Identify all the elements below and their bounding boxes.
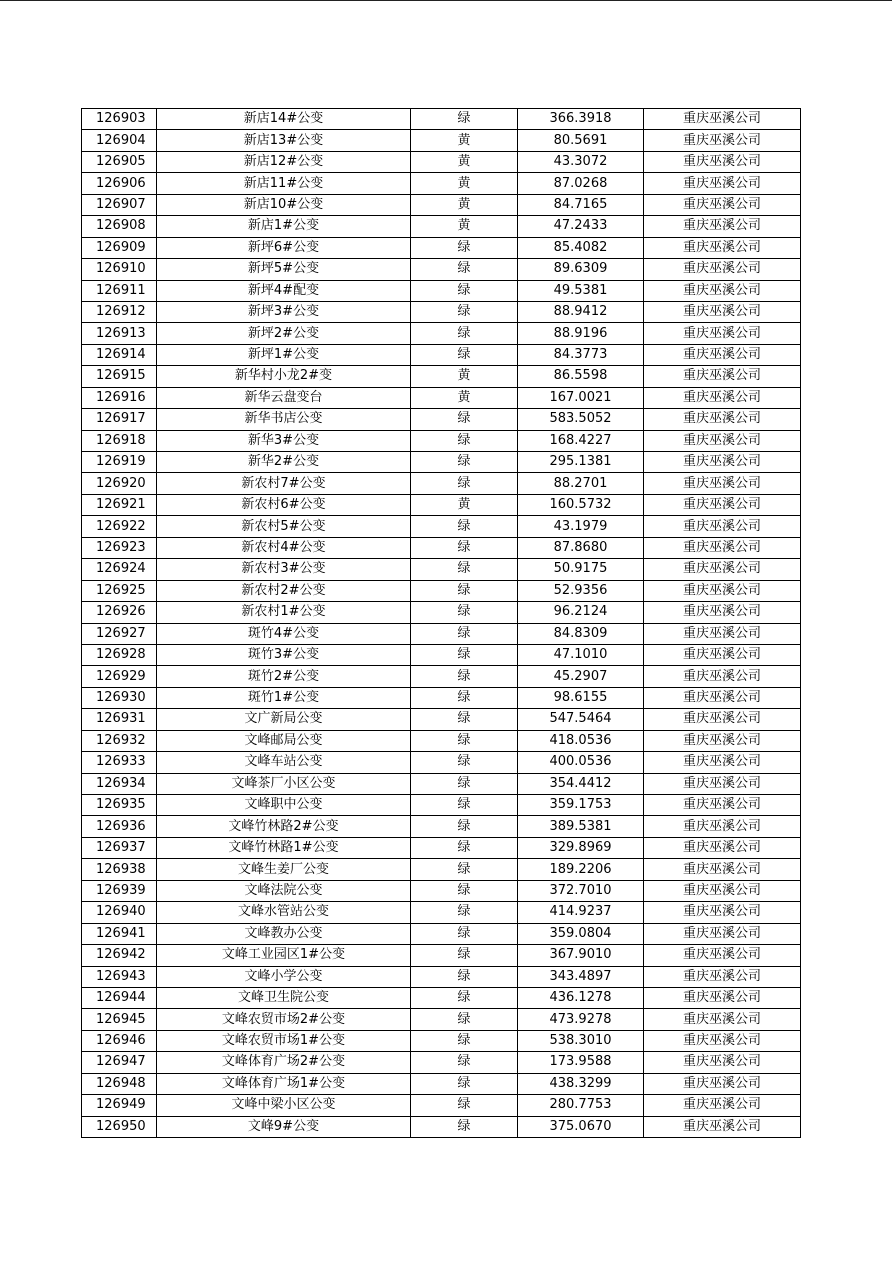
status-color-cell: 绿 [411,1009,518,1030]
transformer-name-cell: 文峰卫生院公变 [157,987,411,1008]
company-cell: 重庆巫溪公司 [644,173,801,194]
table-row [82,280,801,301]
table-row [82,837,801,858]
table-row [82,1116,801,1137]
status-color-cell: 绿 [411,580,518,601]
row-id-cell: 126904 [82,130,157,151]
transformer-name-cell: 新坪1#公变 [157,344,411,365]
table-row [82,344,801,365]
transformer-name-cell: 文峰竹林路2#公变 [157,816,411,837]
table-row [82,1009,801,1030]
status-color-cell: 绿 [411,1116,518,1137]
value-cell: 80.5691 [518,130,644,151]
status-color-cell: 绿 [411,323,518,344]
row-id-cell: 126909 [82,237,157,258]
value-cell: 43.3072 [518,151,644,172]
transformer-name-cell: 斑竹1#公变 [157,687,411,708]
transformer-name-cell: 新店11#公变 [157,173,411,194]
row-id-cell: 126946 [82,1030,157,1051]
company-cell: 重庆巫溪公司 [644,387,801,408]
value-cell: 49.5381 [518,280,644,301]
status-color-cell: 绿 [411,430,518,451]
company-cell: 重庆巫溪公司 [644,644,801,665]
company-cell: 重庆巫溪公司 [644,752,801,773]
company-cell: 重庆巫溪公司 [644,987,801,1008]
value-cell: 47.2433 [518,216,644,237]
value-cell: 52.9356 [518,580,644,601]
table-row [82,130,801,151]
status-color-cell: 绿 [411,945,518,966]
transformer-name-cell: 文峰车站公变 [157,752,411,773]
row-id-cell: 126932 [82,730,157,751]
company-cell: 重庆巫溪公司 [644,323,801,344]
value-cell: 85.4082 [518,237,644,258]
status-color-cell: 绿 [411,880,518,901]
value-cell: 389.5381 [518,816,644,837]
table-body [82,109,801,1138]
value-cell: 295.1381 [518,452,644,473]
row-id-cell: 126915 [82,366,157,387]
value-cell: 359.0804 [518,923,644,944]
row-id-cell: 126906 [82,173,157,194]
table-row [82,687,801,708]
transformer-name-cell: 新华3#公变 [157,430,411,451]
company-cell: 重庆巫溪公司 [644,837,801,858]
transformer-name-cell: 新农村5#公变 [157,516,411,537]
company-cell: 重庆巫溪公司 [644,687,801,708]
table-row [82,452,801,473]
transformer-name-cell: 文峰9#公变 [157,1116,411,1137]
status-color-cell: 绿 [411,109,518,130]
status-color-cell: 黄 [411,494,518,515]
row-id-cell: 126916 [82,387,157,408]
status-color-cell: 绿 [411,816,518,837]
table-row [82,409,801,430]
table-row [82,666,801,687]
row-id-cell: 126928 [82,644,157,665]
row-id-cell: 126917 [82,409,157,430]
transformer-name-cell: 文峰茶厂小区公变 [157,773,411,794]
table-row [82,987,801,1008]
status-color-cell: 绿 [411,1095,518,1116]
transformer-name-cell: 新农村3#公变 [157,559,411,580]
company-cell: 重庆巫溪公司 [644,966,801,987]
status-color-cell: 绿 [411,259,518,280]
value-cell: 414.9237 [518,902,644,923]
status-color-cell: 绿 [411,795,518,816]
transformer-name-cell: 新农村2#公变 [157,580,411,601]
table-row [82,1030,801,1051]
table-row [82,430,801,451]
company-cell: 重庆巫溪公司 [644,537,801,558]
transformer-name-cell: 新坪3#公变 [157,301,411,322]
status-color-cell: 绿 [411,752,518,773]
table-row [82,730,801,751]
company-cell: 重庆巫溪公司 [644,130,801,151]
row-id-cell: 126905 [82,151,157,172]
transformer-name-cell: 新坪6#公变 [157,237,411,258]
table-row [82,945,801,966]
status-color-cell: 绿 [411,859,518,880]
status-color-cell: 绿 [411,409,518,430]
transformer-name-cell: 新华云盘变台 [157,387,411,408]
table-row [82,387,801,408]
value-cell: 89.6309 [518,259,644,280]
value-cell: 84.8309 [518,623,644,644]
company-cell: 重庆巫溪公司 [644,1116,801,1137]
company-cell: 重庆巫溪公司 [644,473,801,494]
company-cell: 重庆巫溪公司 [644,623,801,644]
table-row [82,580,801,601]
row-id-cell: 126950 [82,1116,157,1137]
company-cell: 重庆巫溪公司 [644,730,801,751]
company-cell: 重庆巫溪公司 [644,580,801,601]
transformer-name-cell: 文峰小学公变 [157,966,411,987]
transformer-name-cell: 新农村1#公变 [157,602,411,623]
row-id-cell: 126947 [82,1052,157,1073]
value-cell: 400.0536 [518,752,644,773]
transformer-name-cell: 文峰法院公变 [157,880,411,901]
transformer-name-cell: 文峰职中公变 [157,795,411,816]
transformer-table [81,108,801,1138]
transformer-name-cell: 文峰水管站公变 [157,902,411,923]
table-row [82,151,801,172]
table-row [82,259,801,280]
value-cell: 473.9278 [518,1009,644,1030]
table-row [82,537,801,558]
status-color-cell: 绿 [411,344,518,365]
row-id-cell: 126929 [82,666,157,687]
value-cell: 343.4897 [518,966,644,987]
row-id-cell: 126926 [82,602,157,623]
status-color-cell: 绿 [411,602,518,623]
table-row [82,859,801,880]
transformer-name-cell: 新店12#公变 [157,151,411,172]
table-row [82,194,801,215]
status-color-cell: 黄 [411,130,518,151]
value-cell: 367.9010 [518,945,644,966]
value-cell: 47.1010 [518,644,644,665]
company-cell: 重庆巫溪公司 [644,344,801,365]
table-row [82,923,801,944]
row-id-cell: 126911 [82,280,157,301]
transformer-name-cell: 文峰农贸市场2#公变 [157,1009,411,1030]
transformer-name-cell: 斑竹3#公变 [157,644,411,665]
value-cell: 366.3918 [518,109,644,130]
status-color-cell: 绿 [411,237,518,258]
status-color-cell: 绿 [411,666,518,687]
table-row [82,109,801,130]
value-cell: 189.2206 [518,859,644,880]
status-color-cell: 绿 [411,280,518,301]
transformer-name-cell: 文峰生姜厂公变 [157,859,411,880]
value-cell: 96.2124 [518,602,644,623]
status-color-cell: 黄 [411,151,518,172]
status-color-cell: 绿 [411,837,518,858]
company-cell: 重庆巫溪公司 [644,902,801,923]
transformer-name-cell: 新华村小龙2#变 [157,366,411,387]
transformer-name-cell: 新店10#公变 [157,194,411,215]
row-id-cell: 126921 [82,494,157,515]
table-row [82,1052,801,1073]
transformer-name-cell: 文峰竹林路1#公变 [157,837,411,858]
company-cell: 重庆巫溪公司 [644,559,801,580]
row-id-cell: 126943 [82,966,157,987]
row-id-cell: 126940 [82,902,157,923]
transformer-name-cell: 新店1#公变 [157,216,411,237]
table-row [82,709,801,730]
transformer-name-cell: 斑竹4#公变 [157,623,411,644]
status-color-cell: 黄 [411,216,518,237]
row-id-cell: 126939 [82,880,157,901]
transformer-name-cell: 新农村4#公变 [157,537,411,558]
row-id-cell: 126942 [82,945,157,966]
value-cell: 167.0021 [518,387,644,408]
row-id-cell: 126944 [82,987,157,1008]
status-color-cell: 黄 [411,173,518,194]
row-id-cell: 126948 [82,1073,157,1094]
row-id-cell: 126933 [82,752,157,773]
transformer-name-cell: 文峰邮局公变 [157,730,411,751]
value-cell: 418.0536 [518,730,644,751]
value-cell: 43.1979 [518,516,644,537]
company-cell: 重庆巫溪公司 [644,216,801,237]
row-id-cell: 126934 [82,773,157,794]
status-color-cell: 黄 [411,366,518,387]
table-row [82,795,801,816]
status-color-cell: 绿 [411,644,518,665]
value-cell: 375.0670 [518,1116,644,1137]
company-cell: 重庆巫溪公司 [644,709,801,730]
transformer-name-cell: 文峰中梁小区公变 [157,1095,411,1116]
value-cell: 168.4227 [518,430,644,451]
row-id-cell: 126903 [82,109,157,130]
company-cell: 重庆巫溪公司 [644,409,801,430]
company-cell: 重庆巫溪公司 [644,859,801,880]
company-cell: 重庆巫溪公司 [644,880,801,901]
company-cell: 重庆巫溪公司 [644,452,801,473]
value-cell: 280.7753 [518,1095,644,1116]
table-row [82,1095,801,1116]
table-row [82,173,801,194]
value-cell: 547.5464 [518,709,644,730]
table-row [82,237,801,258]
table-row [82,216,801,237]
company-cell: 重庆巫溪公司 [644,237,801,258]
company-cell: 重庆巫溪公司 [644,259,801,280]
company-cell: 重庆巫溪公司 [644,923,801,944]
page-top-border [0,0,892,1]
value-cell: 45.2907 [518,666,644,687]
company-cell: 重庆巫溪公司 [644,366,801,387]
status-color-cell: 绿 [411,923,518,944]
row-id-cell: 126941 [82,923,157,944]
status-color-cell: 绿 [411,1052,518,1073]
row-id-cell: 126924 [82,559,157,580]
transformer-name-cell: 新农村7#公变 [157,473,411,494]
company-cell: 重庆巫溪公司 [644,301,801,322]
company-cell: 重庆巫溪公司 [644,194,801,215]
value-cell: 160.5732 [518,494,644,515]
value-cell: 86.5598 [518,366,644,387]
status-color-cell: 绿 [411,730,518,751]
company-cell: 重庆巫溪公司 [644,280,801,301]
status-color-cell: 绿 [411,559,518,580]
value-cell: 354.4412 [518,773,644,794]
transformer-name-cell: 新坪5#公变 [157,259,411,280]
transformer-name-cell: 新坪4#配变 [157,280,411,301]
table-row [82,559,801,580]
value-cell: 87.0268 [518,173,644,194]
table-row [82,816,801,837]
row-id-cell: 126907 [82,194,157,215]
company-cell: 重庆巫溪公司 [644,1030,801,1051]
table-row [82,494,801,515]
transformer-name-cell: 文峰教办公变 [157,923,411,944]
row-id-cell: 126918 [82,430,157,451]
company-cell: 重庆巫溪公司 [644,945,801,966]
value-cell: 173.9588 [518,1052,644,1073]
row-id-cell: 126920 [82,473,157,494]
status-color-cell: 绿 [411,452,518,473]
value-cell: 84.7165 [518,194,644,215]
transformer-name-cell: 新店14#公变 [157,109,411,130]
status-color-cell: 绿 [411,1073,518,1094]
value-cell: 50.9175 [518,559,644,580]
company-cell: 重庆巫溪公司 [644,1095,801,1116]
value-cell: 87.8680 [518,537,644,558]
value-cell: 88.9196 [518,323,644,344]
company-cell: 重庆巫溪公司 [644,151,801,172]
company-cell: 重庆巫溪公司 [644,666,801,687]
status-color-cell: 绿 [411,773,518,794]
row-id-cell: 126912 [82,301,157,322]
table-row [82,301,801,322]
transformer-name-cell: 新店13#公变 [157,130,411,151]
value-cell: 88.2701 [518,473,644,494]
table-row [82,366,801,387]
company-cell: 重庆巫溪公司 [644,773,801,794]
transformer-name-cell: 文广新局公变 [157,709,411,730]
transformer-name-cell: 文峰体育广场2#公变 [157,1052,411,1073]
row-id-cell: 126949 [82,1095,157,1116]
company-cell: 重庆巫溪公司 [644,816,801,837]
value-cell: 359.1753 [518,795,644,816]
table-row [82,1073,801,1094]
row-id-cell: 126930 [82,687,157,708]
value-cell: 98.6155 [518,687,644,708]
transformer-name-cell: 新坪2#公变 [157,323,411,344]
company-cell: 重庆巫溪公司 [644,795,801,816]
status-color-cell: 绿 [411,687,518,708]
status-color-cell: 绿 [411,987,518,1008]
table-row [82,516,801,537]
row-id-cell: 126931 [82,709,157,730]
status-color-cell: 绿 [411,1030,518,1051]
company-cell: 重庆巫溪公司 [644,1009,801,1030]
transformer-name-cell: 文峰体育广场1#公变 [157,1073,411,1094]
status-color-cell: 绿 [411,709,518,730]
table-row [82,623,801,644]
table-row [82,473,801,494]
value-cell: 438.3299 [518,1073,644,1094]
row-id-cell: 126938 [82,859,157,880]
transformer-name-cell: 文峰工业园区1#公变 [157,945,411,966]
value-cell: 372.7010 [518,880,644,901]
table-row [82,644,801,665]
row-id-cell: 126922 [82,516,157,537]
row-id-cell: 126935 [82,795,157,816]
company-cell: 重庆巫溪公司 [644,1052,801,1073]
row-id-cell: 126936 [82,816,157,837]
value-cell: 329.8969 [518,837,644,858]
company-cell: 重庆巫溪公司 [644,109,801,130]
row-id-cell: 126925 [82,580,157,601]
status-color-cell: 绿 [411,623,518,644]
company-cell: 重庆巫溪公司 [644,1073,801,1094]
row-id-cell: 126908 [82,216,157,237]
transformer-name-cell: 文峰农贸市场1#公变 [157,1030,411,1051]
transformer-name-cell: 新农村6#公变 [157,494,411,515]
row-id-cell: 126937 [82,837,157,858]
value-cell: 538.3010 [518,1030,644,1051]
status-color-cell: 绿 [411,473,518,494]
status-color-cell: 绿 [411,516,518,537]
company-cell: 重庆巫溪公司 [644,516,801,537]
row-id-cell: 126910 [82,259,157,280]
value-cell: 436.1278 [518,987,644,1008]
status-color-cell: 绿 [411,966,518,987]
transformer-name-cell: 新华2#公变 [157,452,411,473]
table-row [82,902,801,923]
table-row [82,323,801,344]
status-color-cell: 绿 [411,301,518,322]
transformer-name-cell: 斑竹2#公变 [157,666,411,687]
row-id-cell: 126945 [82,1009,157,1030]
row-id-cell: 126927 [82,623,157,644]
company-cell: 重庆巫溪公司 [644,494,801,515]
status-color-cell: 黄 [411,194,518,215]
company-cell: 重庆巫溪公司 [644,602,801,623]
value-cell: 84.3773 [518,344,644,365]
table-row [82,773,801,794]
table-row [82,880,801,901]
status-color-cell: 黄 [411,387,518,408]
transformer-name-cell: 新华书店公变 [157,409,411,430]
value-cell: 583.5052 [518,409,644,430]
row-id-cell: 126914 [82,344,157,365]
row-id-cell: 126919 [82,452,157,473]
value-cell: 88.9412 [518,301,644,322]
table-row [82,752,801,773]
table-row [82,602,801,623]
row-id-cell: 126923 [82,537,157,558]
table-row [82,966,801,987]
status-color-cell: 绿 [411,537,518,558]
status-color-cell: 绿 [411,902,518,923]
row-id-cell: 126913 [82,323,157,344]
company-cell: 重庆巫溪公司 [644,430,801,451]
